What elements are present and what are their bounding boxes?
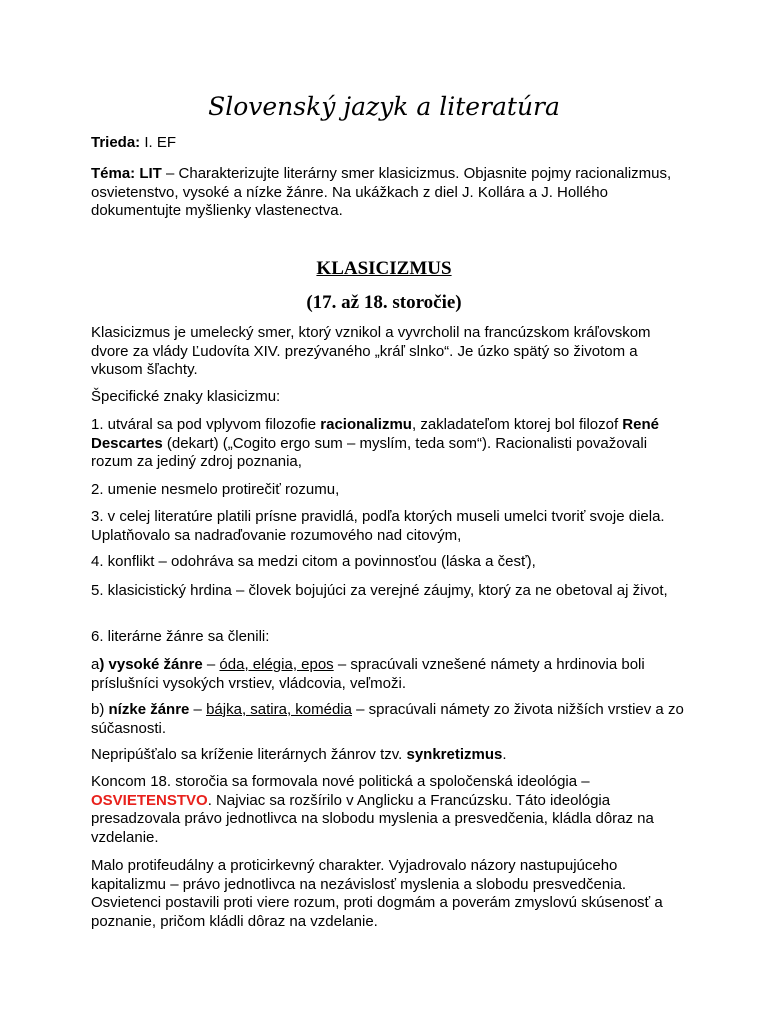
low-genres-text: – spracúvali námety zo života nižších vrstiev a zo súčasnosti.: [91, 701, 684, 737]
osvietenstvo-term: OSVIETENSTVO: [91, 791, 208, 809]
section-subheading: (17. až 18. storočie): [306, 292, 462, 313]
feature-item-5: 5. klasicistický hrdina – človek bojujúci za verejné záujmy, ktorý za ne obetoval aj život,: [91, 582, 668, 599]
feature-item-2: 2. umenie nesmelo protirečiť rozumu,: [91, 481, 340, 498]
osvietenstvo-text-c: . Najviac sa rozšírilo v Anglicku a Francúzsku. Táto ideológia presadzovala právo jednotlivca na slobodu myslenia a presvedčenia, kládla dôraz na vzdelanie.: [91, 791, 654, 846]
high-genres-term: ) vysoké žánre: [99, 656, 203, 673]
high-genres-examples: óda, elégia, epos: [219, 656, 334, 673]
high-genres-letter: a: [91, 656, 100, 673]
feature-item-1: [91, 416, 685, 472]
high-genres-text: – spracúvali vznešené námety a hrdinovia boli príslušníci vysokých vrstiev, vládcovia, veľmoži.: [91, 656, 645, 692]
topic-text: – Charakterizujte literárny smer klasicizmus. Objasnite pojmy racionalizmus, osvietenstvo, vysoké a nízke žánre. Na ukážkach z diel J. Kollára a J. Hollého dokumentujte myšlienky vlastenectva.: [91, 165, 672, 219]
feature-item-4: 4. konflikt – odohráva sa medzi citom a povinnosťou (láska a česť),: [91, 553, 536, 570]
low-genres-examples: bájka, satira, komédia: [206, 701, 352, 718]
low-genres-dash: –: [189, 701, 207, 718]
feature-item-3: 3. v celej literatúre platili prísne pravidlá, podľa ktorých museli umelci tvoriť svoje diela. Uplatňovalo sa nadraďovanie rozumového nad citovým,: [91, 508, 665, 544]
high-genres-paragraph: [91, 656, 685, 693]
class-line: [91, 134, 685, 153]
synkretizmus-term: synkretizmus: [406, 746, 503, 763]
intro-paragraph: Klasicizmus je umelecký smer, ktorý vznikol a vyvrcholil na francúzskom kráľovskom dvore za vlády Ľudovíta XIV. prezývaného „kráľ slnko“. Je úzko spätý so životom a vkusom šľachty.: [91, 324, 651, 378]
feature-1-text-e: (dekart) („Cogito ergo sum – myslím, teda som“). Racionalisti považovali rozum za jediný zdroj poznania,: [91, 434, 648, 470]
topic-label: Téma: LIT: [91, 165, 162, 182]
features-title: Špecifické znaky klasicizmu:: [91, 388, 281, 405]
class-value: I. EF: [140, 134, 177, 151]
synkretizmus-text-c: .: [502, 746, 507, 763]
high-genres-dash: –: [202, 656, 220, 673]
osvietenstvo-text-a: Koncom 18. storočia sa formovala nové politická a spoločenská ideológia –: [91, 773, 590, 790]
low-genres-term: nízke žánre: [108, 701, 190, 718]
feature-1-text-a: 1. utváral sa pod vplyvom filozofie: [91, 416, 321, 433]
osvietenstvo-paragraph: [91, 773, 685, 847]
synkretizmus-text-a: Nepripúšťalo sa kríženie literárnych žánrov tzv.: [91, 746, 407, 763]
section-heading: KLASICIZMUS: [316, 258, 452, 279]
closing-paragraph: Malo protifeudálny a proticirkevný charakter. Vyjadrovalo názory nastupujúceho kapitalizmu – právo jednotlivca na nezávislosť myslenia a slobodu presvedčenia. Osvietenci postavili proti viere rozum, proti dogmám a poverám zmyslovú skúsenosť a poznanie, pričom kládli dôraz na vzdelanie.: [91, 857, 663, 930]
class-label: Trieda:: [91, 134, 141, 151]
feature-1-text-c: , zakladateľom ktorej bol filozof: [411, 416, 623, 433]
racionalizmus-term: racionalizmu: [320, 416, 412, 433]
low-genres-letter: b): [91, 701, 109, 718]
document-title: Slovenský jazyk a literatúra: [208, 92, 560, 121]
descartes-name: René Descartes: [91, 416, 659, 452]
feature-item-6: 6. literárne žánre sa členili:: [91, 628, 270, 645]
topic-paragraph: [91, 165, 685, 221]
synkretizmus-paragraph: [91, 746, 685, 765]
low-genres-paragraph: [91, 701, 685, 738]
